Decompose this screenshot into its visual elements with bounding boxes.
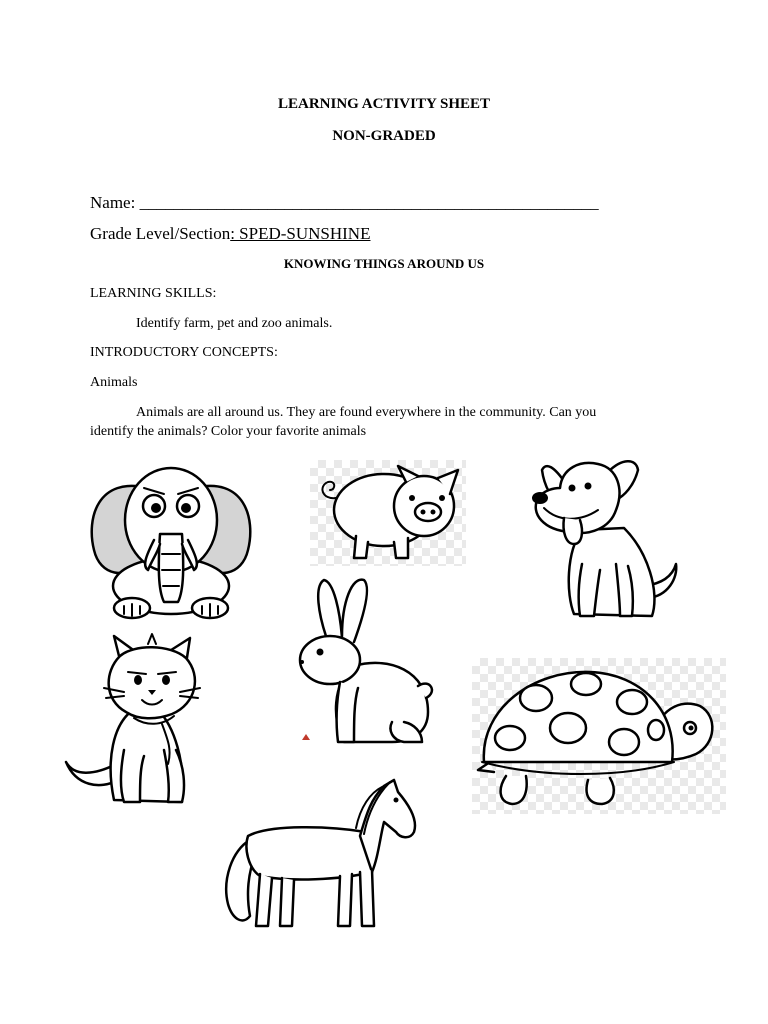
horse-illustration (226, 780, 415, 926)
sheet-subtitle: NON-GRADED (332, 128, 436, 144)
sheet-title: LEARNING ACTIVITY SHEET (278, 96, 490, 112)
name-label: Name: (90, 193, 140, 212)
grade-value: : SPED-SUNSHINE (230, 224, 371, 243)
paragraph-line-1: Animals are all around us. They are found everywhere in the community. Can you (136, 405, 597, 420)
grade-line (90, 224, 370, 244)
lesson-heading: KNOWING THINGS AROUND US (283, 256, 485, 271)
concepts-label: INTRODUCTORY CONCEPTS: (90, 345, 278, 360)
dog-illustration (526, 452, 680, 624)
topic-label: Animals (90, 375, 138, 390)
grade-label: Grade Level/Section (90, 224, 231, 243)
skills-label: LEARNING SKILLS: (90, 286, 217, 301)
turtle-illustration (472, 658, 726, 814)
name-blank: ______________________________________________________ (139, 193, 599, 212)
skills-text: Identify farm, pet and zoo animals. (136, 316, 333, 331)
elephant-illustration (88, 458, 254, 622)
name-line (90, 193, 599, 213)
rabbit-illustration (292, 572, 436, 748)
paragraph-line-2: identify the animals? Color your favorite animals (90, 424, 367, 439)
cat-illustration (62, 630, 212, 812)
pig-illustration (310, 460, 466, 566)
